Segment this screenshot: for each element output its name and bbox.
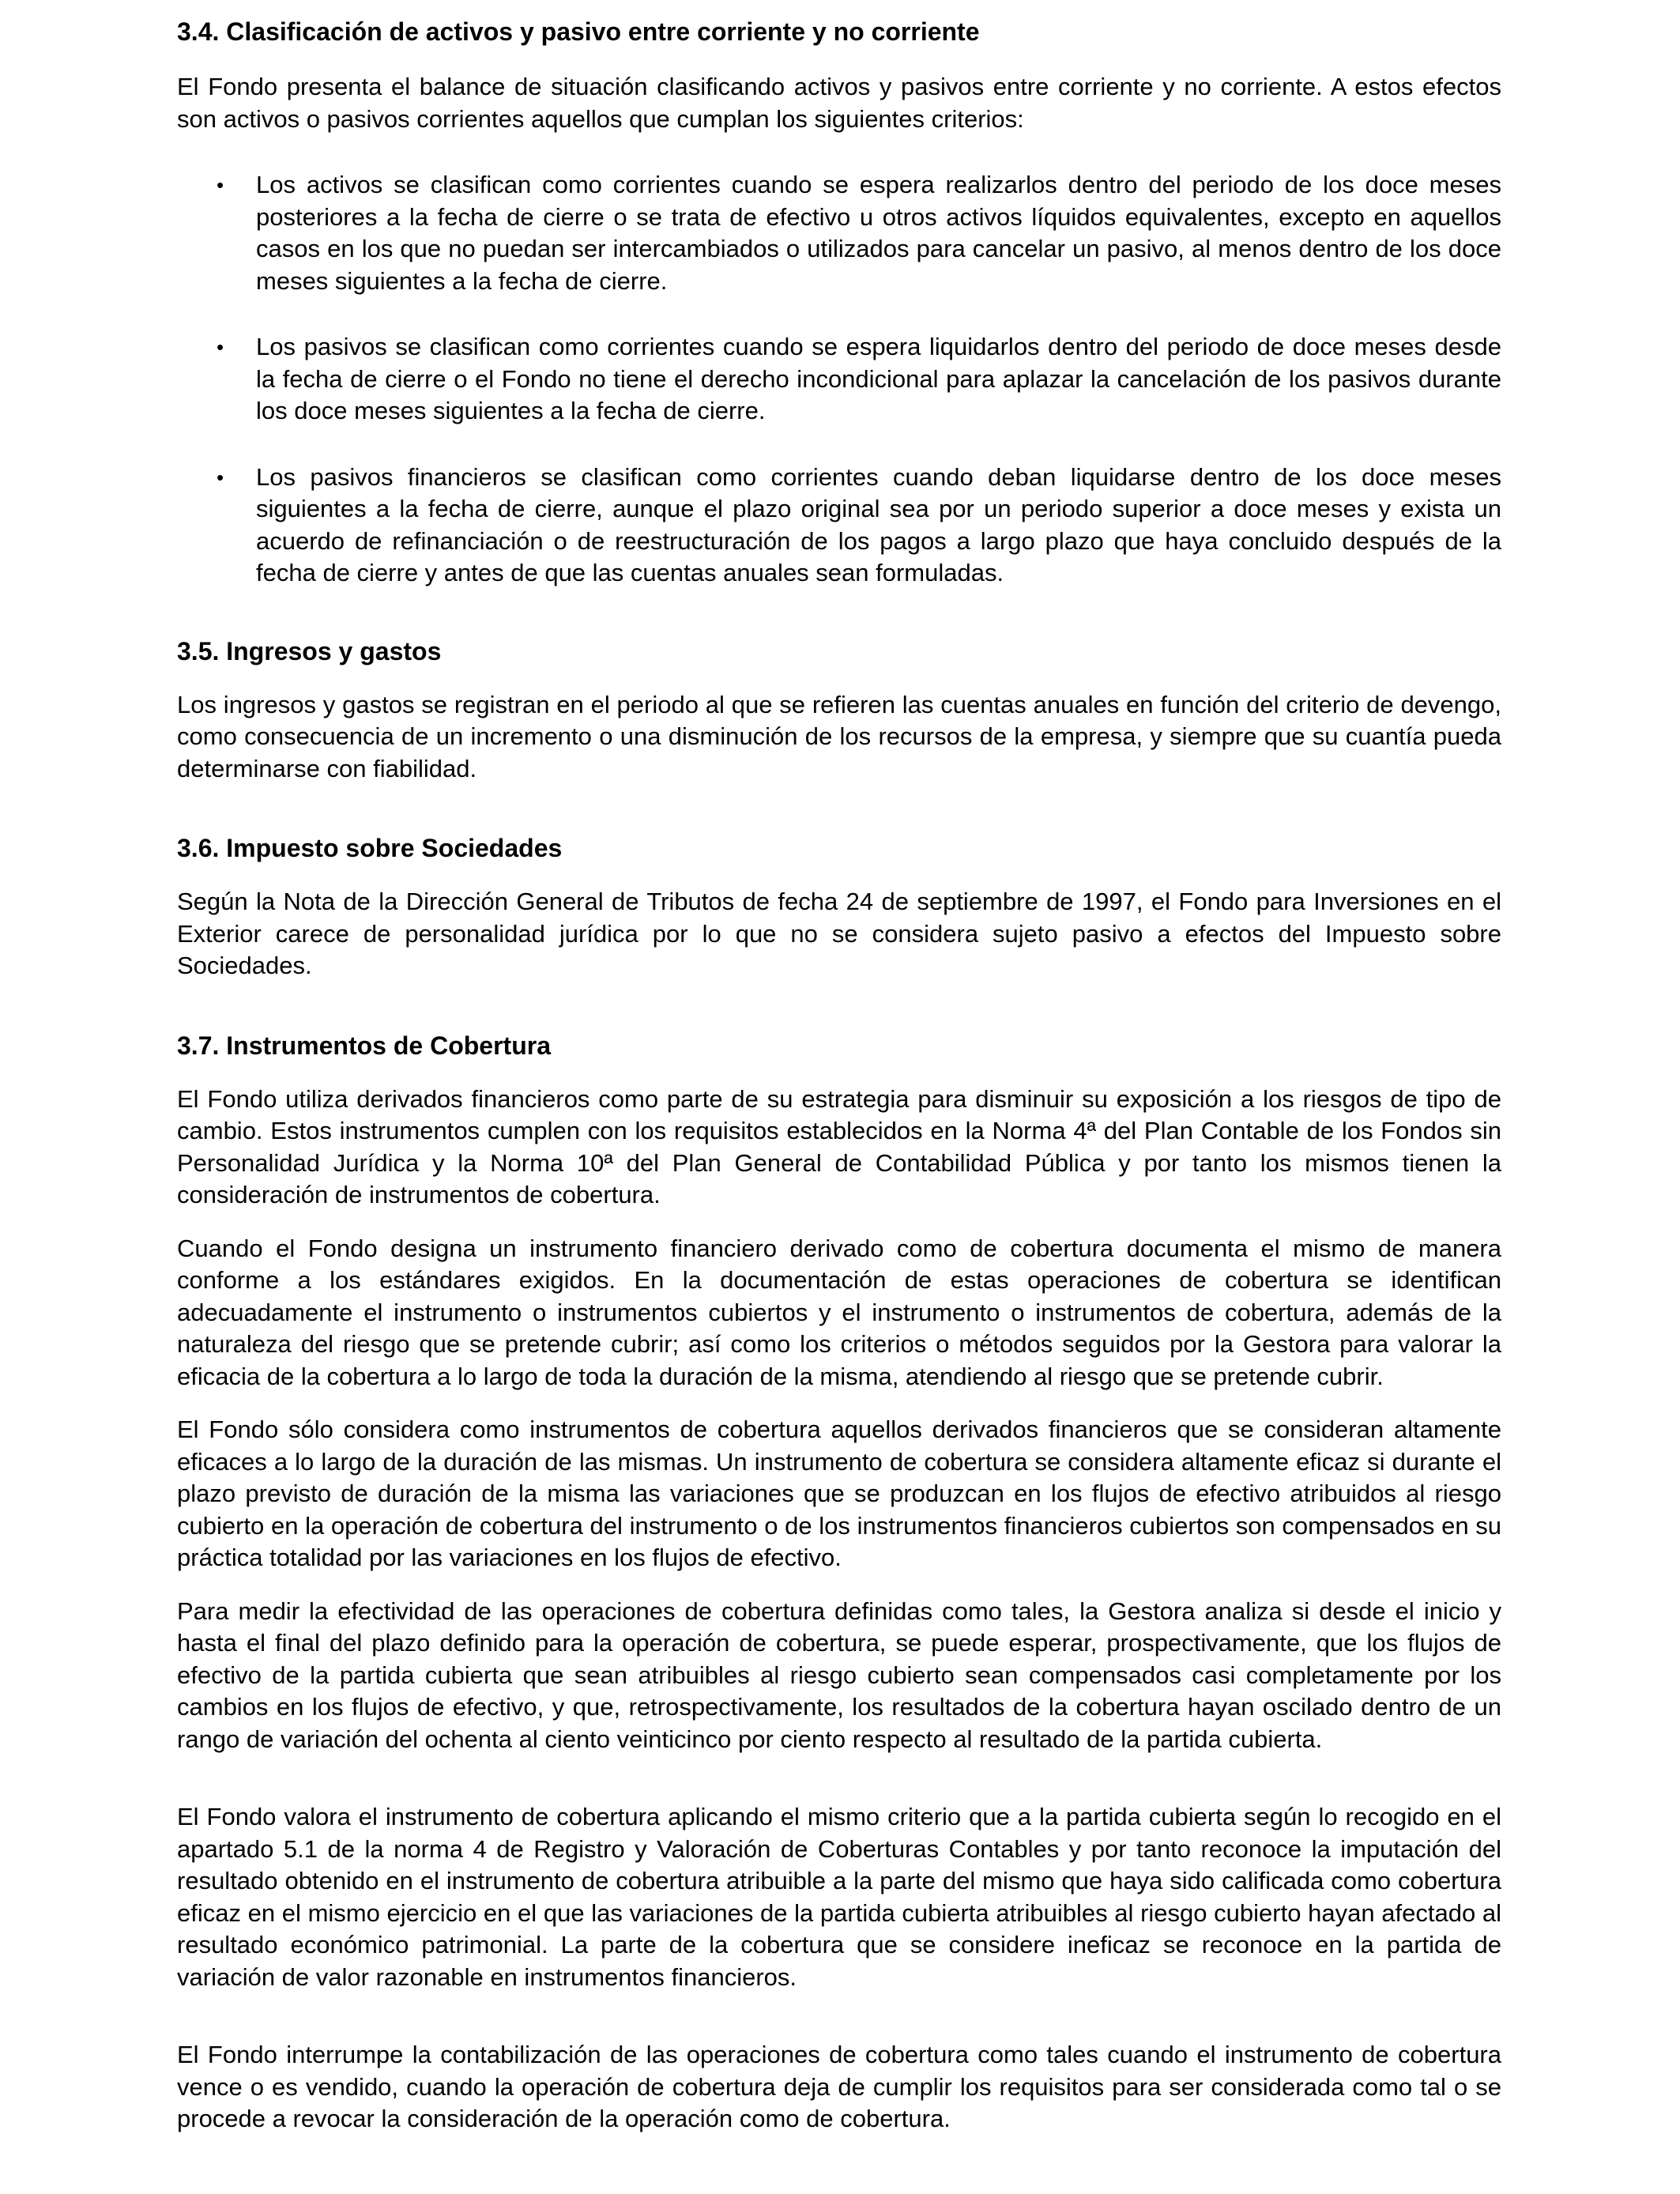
list-item	[177, 169, 1501, 297]
section-heading: 3.6. Impuesto sobre Sociedades	[177, 834, 563, 862]
paragraph: Para medir la efectividad de las operaciones de cobertura definidas como tales, la Gestora analiza si desde el inicio y hasta el final del plazo definido para la operación de cobertura, se puede esperar, prospectivamente, que los flujos de efectivo de la partida cubierta que sean atribuibles al riesgo cubierto sean compensados casi completamente por los cambios en los flujos de efectivo, y que, retrospectivamente, los resultados de la cobertura hayan oscilado dentro de un rango de variación del ochenta al ciento veinticinco por ciento respecto al resultado de la partida cubierta.	[177, 1596, 1501, 1753]
paragraph: Los ingresos y gastos se registran en el periodo al que se refieren las cuentas anuales en función del criterio de devengo, como consecuencia de un incremento o una disminución de los recursos de la empresa, y siempre que su cuantía pueda determinarse con fiabilidad.	[177, 690, 1501, 782]
paragraph: Cuando el Fondo designa un instrumento financiero derivado como de cobertura documenta el mismo de manera conforme a los estándares exigidos. En la documentación de estas operaciones de cobertura se identifican adecuadamente el instrumento o instrumentos cubiertos y el instrumento o instrumentos de cobertura, además de la naturaleza del riesgo que se pretende cubrir; así como los criterios o métodos seguidos por la Gestora para valorar la eficacia de la cobertura a lo largo de toda la duración de la misma, atendiendo al riesgo que se pretende cubrir.	[177, 1234, 1501, 1390]
bullet-icon: •	[217, 465, 224, 489]
list-item-text: Los activos se clasifican como corrientes cuando se espera realizarlos dentro del periodo de los doce meses posteriores a la fecha de cierre o se trata de efectivo u otros activos líquidos equivalentes, excepto en aquellos casos en los que no puedan ser intercambiados o utilizados para cancelar un pasivo, al menos dentro de los doce meses siguientes a la fecha de cierre.	[256, 171, 1501, 295]
paragraph: El Fondo utiliza derivados financieros como parte de su estrategia para disminuir su exposición a los riesgos de tipo de cambio. Estos instrumentos cumplen con los requisitos establecidos en la Norma 4ª del Plan Contable de los Fondos sin Personalidad Jurídica y la Norma 10ª del Plan General de Contabilidad Pública y por tanto los mismos tienen la consideración de instrumentos de cobertura.	[177, 1084, 1501, 1208]
section-intro: El Fondo presenta el balance de situación clasificando activos y pasivos entre corriente y no corriente. A estos efectos son activos o pasivos corrientes aquellos que cumplan los siguientes criterios:	[177, 73, 1501, 133]
list-item	[177, 462, 1501, 590]
section-heading: 3.5. Ingresos y gastos	[177, 636, 442, 665]
paragraph: El Fondo valora el instrumento de cobertura aplicando el mismo criterio que a la partida cubierta según lo recogido en el apartado 5.1 de la norma 4 de Registro y Valoración de Coberturas Contables y por tanto reconoce la imputación del resultado obtenido en el instrumento de cobertura atribuible a la parte del mismo que haya sido calificada como cobertura eficaz en el mismo ejercicio en el que las variaciones de la partida cubierta atribuibles al riesgo cubierto hayan afectado al resultado económico patrimonial. La parte de la cobertura que se considere ineficaz se reconoce en la partida de variación de valor razonable en instrumentos financieros.	[177, 1803, 1501, 1991]
paragraph: El Fondo sólo considera como instrumentos de cobertura aquellos derivados financieros que se consideran altamente eficaces a lo largo de la duración de las mismas. Un instrumento de cobertura se considera altamente eficaz si durante el plazo previsto de duración de la misma las variaciones que se produzcan en los flujos de efectivo atribuidos al riesgo cubierto en la operación de cobertura del instrumento o de los instrumentos financieros cubiertos son compensados en su práctica totalidad por las variaciones en los flujos de efectivo.	[177, 1416, 1501, 1571]
bullet-icon: •	[217, 173, 224, 197]
list-item	[177, 331, 1501, 428]
document-page	[177, 16, 1501, 2136]
section-heading: 3.4. Clasificación de activos y pasivo entre corriente y no corriente	[177, 17, 980, 46]
list-item-text: Los pasivos financieros se clasifican como corrientes cuando deban liquidarse dentro de los doce meses siguientes a la fecha de cierre, aunque el plazo original sea por un periodo superior a doce meses y exista un acuerdo de refinanciación o de reestructuración de los pagos a largo plazo que haya concluido después de la fecha de cierre y antes de que las cuentas anuales sean formuladas.	[256, 462, 1501, 586]
criteria-list	[177, 169, 1501, 590]
section-heading: 3.7. Instrumentos de Cobertura	[177, 1031, 551, 1060]
paragraph: Según la Nota de la Dirección General de Tributos de fecha 24 de septiembre de 1997, el Fondo para Inversiones en el Exterior carece de personalidad jurídica por lo que no se considera sujeto pasivo a efectos del Impuesto sobre Sociedades.	[177, 888, 1501, 979]
bullet-icon: •	[217, 335, 224, 359]
list-item-text: Los pasivos se clasifican como corrientes cuando se espera liquidarlos dentro del periodo de doce meses desde la fecha de cierre o el Fondo no tiene el derecho incondicional para aplazar la cancelación de los pasivos durante los doce meses siguientes a la fecha de cierre.	[256, 333, 1501, 424]
paragraph: El Fondo interrumpe la contabilización de las operaciones de cobertura como tales cuando el instrumento de cobertura vence o es vendido, cuando la operación de cobertura deja de cumplir los requisitos para ser considerada como tal o se procede a revocar la consideración de la operación como de cobertura.	[177, 2041, 1501, 2132]
